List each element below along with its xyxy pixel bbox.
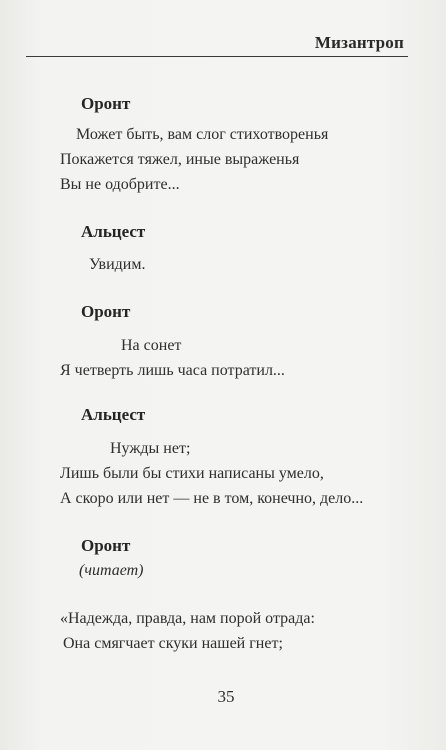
- verse-line: «Надежда, правда, нам порой отрада:: [60, 610, 315, 627]
- speaker-name: Оронт: [81, 94, 131, 113]
- verse-line: Может быть, вам слог стихотворенья: [76, 126, 329, 143]
- verse-line: Покажется тяжел, иные выраженья: [60, 151, 300, 168]
- verse-line: Нужды нет;: [110, 440, 191, 457]
- stage-direction: (читает): [79, 562, 144, 579]
- verse-line: Увидим.: [89, 256, 146, 273]
- verse-line: Она смягчает скуки нашей гнет;: [63, 635, 283, 652]
- verse-line: Вы не одобрите...: [60, 176, 180, 193]
- header-rule: [26, 56, 408, 57]
- verse-line: На сонет: [121, 337, 182, 354]
- verse-line: Лишь были бы стихи написаны умело,: [60, 465, 324, 482]
- speaker-name: Альцест: [81, 222, 146, 241]
- speaker-name: Оронт: [81, 302, 131, 321]
- speaker-name: Оронт: [81, 536, 131, 555]
- page-number: 35: [217, 687, 235, 706]
- verse-line: Я четверть лишь часа потратил...: [60, 362, 285, 379]
- running-header-title: Мизантроп: [314, 33, 404, 52]
- speaker-name: Альцест: [81, 405, 146, 424]
- verse-line: А скоро или нет — не в том, конечно, дело...: [60, 490, 364, 507]
